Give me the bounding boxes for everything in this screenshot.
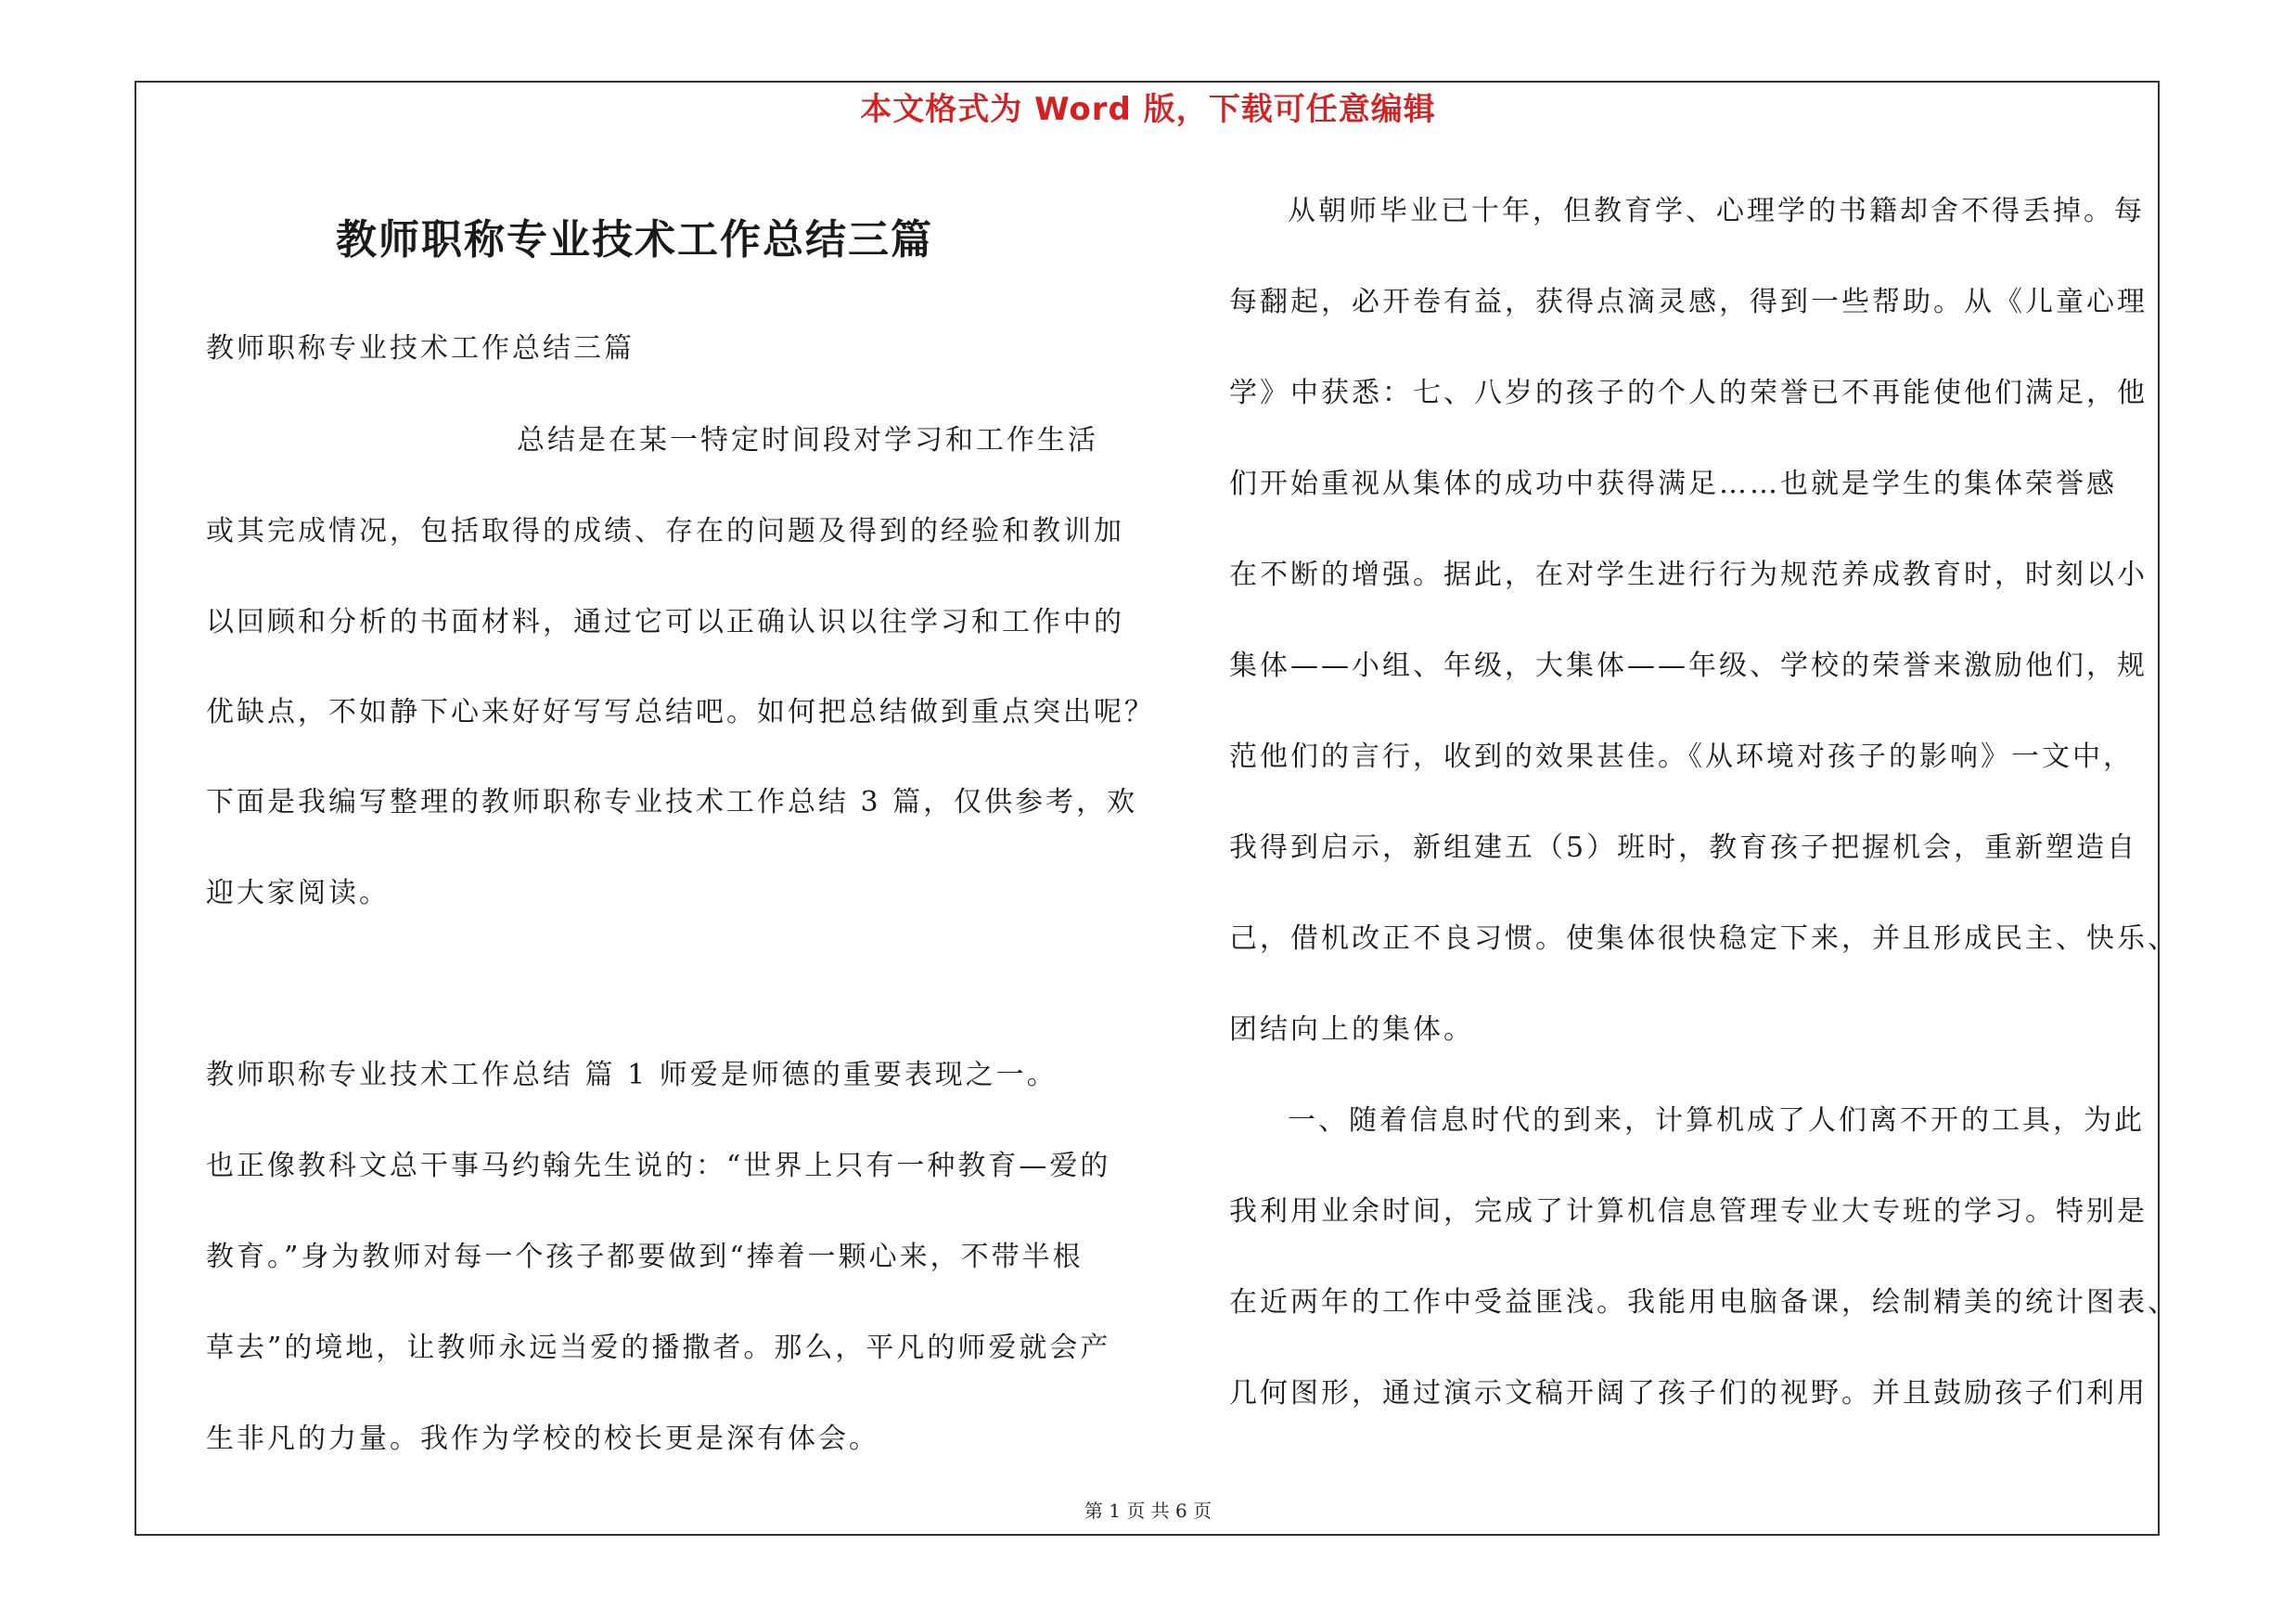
right-line: 们开始重视从集体的成功中获得满足……也就是学生的集体荣誉感 [1229,468,2117,500]
right-line: 每翻起，必开卷有益，获得点滴灵感，得到一些帮助。从《儿童心理 [1229,286,2148,318]
left-line: 优缺点，不如静下心来好好写写总结吧。如何把总结做到重点突出呢？ [206,696,1155,728]
right-line: 在不断的增强。据此，在对学生进行行为规范养成教育时，时刻以小 [1229,559,2148,591]
right-line: 集体——小组、年级，大集体——年级、学校的荣誉来激励他们，规 [1229,650,2148,682]
right-line: 学》中获悉：七、八岁的孩子的个人的荣誉已不再能使他们满足，他 [1229,377,2148,409]
left-line: 或其完成情况，包括取得的成绩、存在的问题及得到的经验和教训加 [206,515,1124,547]
right-line: 一、随着信息时代的到来，计算机成了人们离不开的工具，为此 [1288,1104,2145,1137]
right-line: 在近两年的工作中受益匪浅。我能用电脑备课，绘制精美的统计图表、 [1229,1286,2178,1319]
left-line: 教师职称专业技术工作总结 篇 1 师爱是师德的重要表现之一。 [206,1059,1058,1091]
format-banner: 本文格式为 Word 版，下载可任意编辑 [860,91,1436,128]
document-title: 教师职称专业技术工作总结三篇 [336,216,933,264]
left-line: 下面是我编写整理的教师职称专业技术工作总结 3 篇，仅供参考，欢 [206,786,1138,818]
left-line: 教师职称专业技术工作总结三篇 [206,332,635,365]
left-line: 总结是在某一特定时间段对学习和工作生活 [517,424,1098,457]
right-line: 几何图形，通过演示文稿开阔了孩子们的视野。并且鼓励孩子们利用 [1229,1377,2148,1410]
left-line: 以回顾和分析的书面材料，通过它可以正确认识以往学习和工作中的 [206,606,1124,638]
right-line: 从朝师毕业已十年，但教育学、心理学的书籍却舍不得丢掉。每 [1288,195,2145,227]
page-footer: 第 1 页 共 6 页 [1084,1500,1212,1522]
right-line: 己，借机改正不良习惯。使集体很快稳定下来，并且形成民主、快乐、 [1229,922,2178,955]
left-line: 草去”的境地，让教师永远当爱的播撒者。那么，平凡的师爱就会产 [206,1332,1111,1364]
right-line: 团结向上的集体。 [1229,1013,1474,1046]
right-line: 我得到启示，新组建五（5）班时，教育孩子把握机会，重新塑造自 [1229,831,2138,864]
right-line: 范他们的言行，收到的效果甚佳。《从环境对孩子的影响》一文中， [1229,741,2134,773]
left-line: 也正像教科文总干事马约翰先生说的：“世界上只有一种教育—爱的 [206,1150,1111,1182]
left-line: 生非凡的力量。我作为学校的校长更是深有体会。 [206,1423,879,1455]
left-line: 教育。”身为教师对每一个孩子都要做到“捧着一颗心来，不带半根 [206,1241,1084,1273]
left-line: 迎大家阅读。 [206,877,390,909]
right-line: 我利用业余时间，完成了计算机信息管理专业大专班的学习。特别是 [1229,1195,2148,1228]
